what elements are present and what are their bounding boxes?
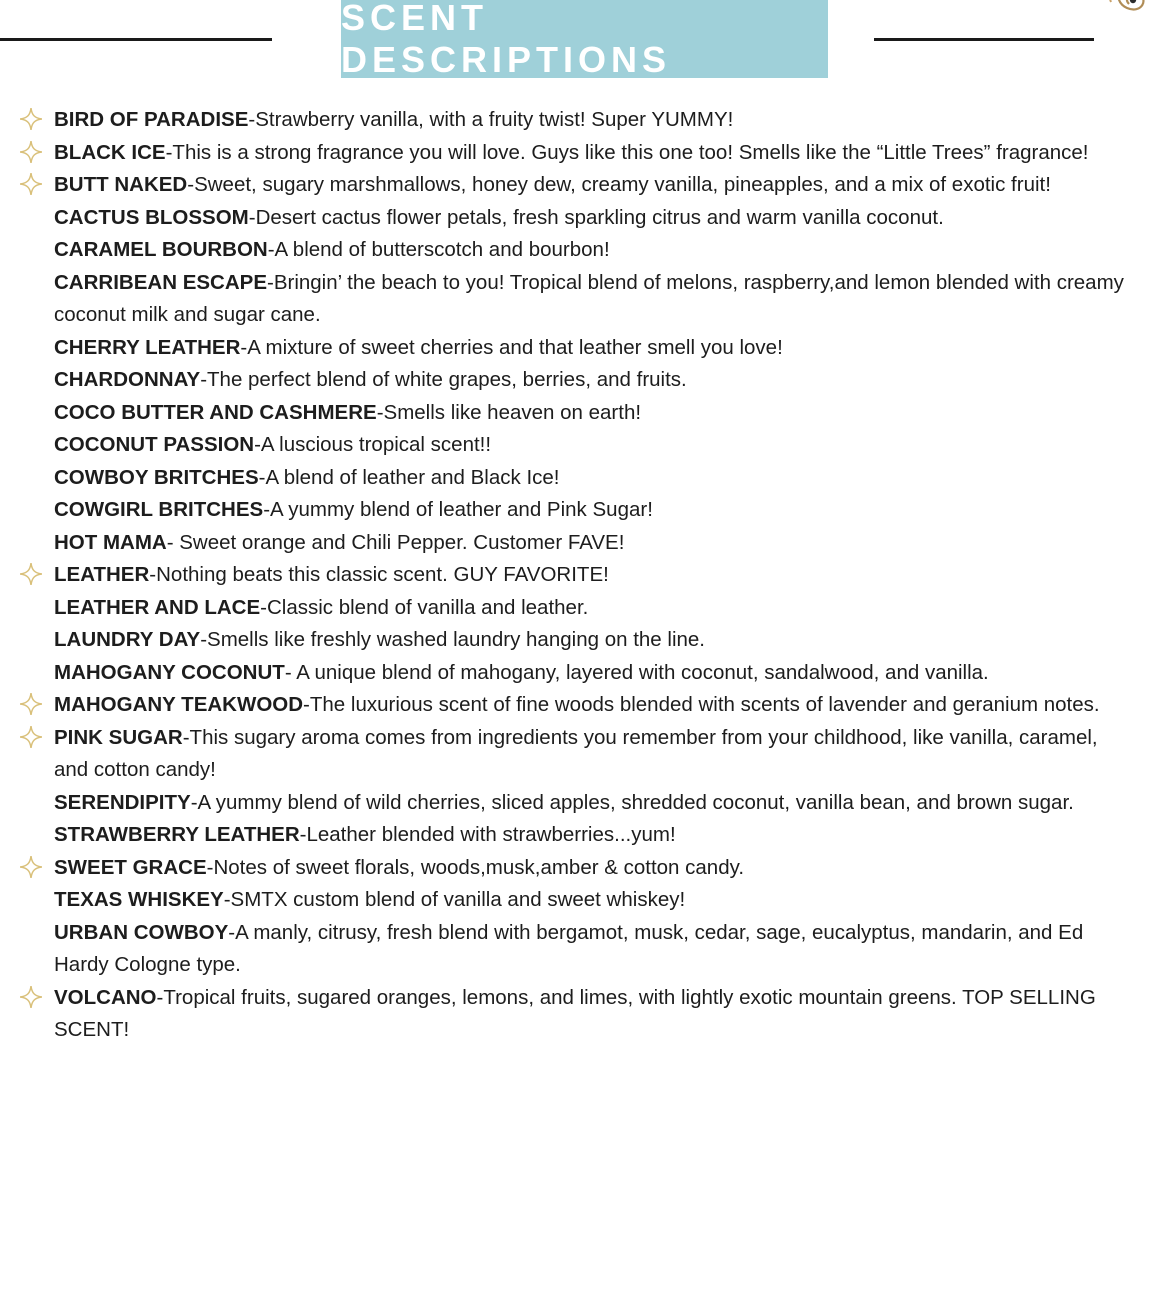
scent-name: COWGIRL BRITCHES <box>54 498 264 521</box>
scent-name: HOT MAMA <box>54 530 167 554</box>
scent-description: - Sweet orange and Chili Pepper. Customer FAVE! <box>166 530 625 554</box>
list-item <box>14 819 1131 852</box>
scent-list <box>0 104 1169 1047</box>
header-rule-left <box>0 38 272 41</box>
scent-name: VOLCANO <box>54 985 157 1009</box>
list-item <box>14 494 1131 527</box>
list-item <box>14 332 1131 365</box>
list-item <box>14 689 1131 722</box>
scent-name: CACTUS BLOSSOM <box>54 205 249 229</box>
list-item <box>14 657 1131 690</box>
scent-description: -A mixture of sweet cherries and that leather smell you love! <box>240 335 783 359</box>
scent-description: -The luxurious scent of fine woods blended with scents of lavender and geranium notes. <box>303 693 1100 716</box>
list-item <box>14 592 1131 625</box>
list-item <box>14 137 1131 170</box>
scent-name: PINK SUGAR <box>54 725 183 749</box>
scent-name: COCO BUTTER AND CASHMERE <box>54 400 377 424</box>
header-rule-right <box>874 38 1094 41</box>
list-item <box>14 462 1131 495</box>
scent-description: -A blend of butterscotch and bourbon! <box>267 238 610 261</box>
four-point-sparkle-icon <box>20 693 42 715</box>
page-header <box>0 0 1169 78</box>
scent-name: LAUNDRY DAY <box>54 628 201 651</box>
scent-name: MAHOGANY COCONUT <box>54 660 285 684</box>
scent-name: SERENDIPITY <box>54 790 191 814</box>
swirl-flourish-logo-icon <box>999 0 1169 22</box>
scent-name: LEATHER AND LACE <box>54 595 261 619</box>
scent-description: -Leather blended with strawberries...yum! <box>299 823 676 846</box>
scent-name: BUTT NAKED <box>54 173 188 196</box>
scent-description: -Strawberry vanilla, with a fruity twist! Super YUMMY! <box>248 108 734 131</box>
list-item <box>14 559 1131 592</box>
list-item <box>14 884 1131 917</box>
list-item <box>14 364 1131 397</box>
scent-name: CHARDONNAY <box>54 368 201 391</box>
scent-description: -Smells like heaven on earth! <box>376 400 642 424</box>
list-item <box>14 852 1131 885</box>
scent-name: TEXAS WHISKEY <box>54 888 224 911</box>
list-item <box>14 234 1131 267</box>
scent-description: -Bringin’ the beach to you! Tropical blend of melons, raspberry,and lemon blended with creamy coconut milk and sugar cane. <box>54 270 1124 326</box>
list-item <box>14 722 1131 787</box>
scent-description: - A unique blend of mahogany, layered with coconut, sandalwood, and vanilla. <box>284 660 989 684</box>
four-point-sparkle-icon <box>20 726 42 748</box>
page-title: SCENT DESCRIPTIONS <box>341 0 672 80</box>
scent-description: -Smells like freshly washed laundry hanging on the line. <box>200 628 705 651</box>
list-item <box>14 787 1131 820</box>
scent-name: COWBOY BRITCHES <box>54 465 259 489</box>
scent-name: BLACK ICE <box>54 140 166 164</box>
four-point-sparkle-icon <box>20 108 42 130</box>
scent-description: -A luscious tropical scent!! <box>254 433 492 456</box>
scent-description: -Notes of sweet florals, woods,musk,amber & cotton candy. <box>206 855 745 879</box>
scent-description: -Nothing beats this classic scent. GUY FAVORITE! <box>149 563 609 586</box>
scent-description: -SMTX custom blend of vanilla and sweet whiskey! <box>223 888 686 911</box>
four-point-sparkle-icon <box>20 563 42 585</box>
scent-description: -The perfect blend of white grapes, berries, and fruits. <box>200 368 687 391</box>
four-point-sparkle-icon <box>20 856 42 878</box>
list-item <box>14 624 1131 657</box>
list-item <box>14 982 1131 1047</box>
scent-name: CARAMEL BOURBON <box>54 238 268 261</box>
scent-description: -A yummy blend of leather and Pink Sugar! <box>263 498 653 521</box>
four-point-sparkle-icon <box>20 173 42 195</box>
list-item <box>14 169 1131 202</box>
scent-name: MAHOGANY TEAKWOOD <box>54 693 304 716</box>
list-item <box>14 429 1131 462</box>
list-item <box>14 267 1131 332</box>
scent-description: -A blend of leather and Black Ice! <box>258 465 560 489</box>
scent-name: STRAWBERRY LEATHER <box>54 823 300 846</box>
list-item <box>14 917 1131 982</box>
scent-name: BIRD OF PARADISE <box>54 108 249 131</box>
scent-description: -Tropical fruits, sugared oranges, lemons, and limes, with lightly exotic mountain greens. TOP SELLING SCENT! <box>54 985 1096 1041</box>
scent-description: -A manly, citrusy, fresh blend with bergamot, musk, cedar, sage, eucalyptus, mandarin, and Ed Hardy Cologne type. <box>54 920 1084 976</box>
list-item <box>14 397 1131 430</box>
scent-name: CARRIBEAN ESCAPE <box>54 270 267 294</box>
list-item <box>14 527 1131 560</box>
list-item <box>14 104 1131 137</box>
scent-description: -A yummy blend of wild cherries, sliced apples, shredded coconut, vanilla bean, and brown sugar. <box>190 790 1074 814</box>
scent-description: -Desert cactus flower petals, fresh sparkling citrus and warm vanilla coconut. <box>248 205 944 229</box>
scent-description: -This is a strong fragrance you will love. Guys like this one too! Smells like the “Little Trees” fragrance! <box>165 140 1089 164</box>
scent-name: SWEET GRACE <box>54 855 207 879</box>
scent-name: CHERRY LEATHER <box>54 335 241 359</box>
scent-name: URBAN COWBOY <box>54 920 229 944</box>
scent-description: -This sugary aroma comes from ingredients you remember from your childhood, like vanilla, caramel, and cotton candy! <box>54 725 1098 781</box>
page-title-banner <box>341 0 828 78</box>
scent-name: COCONUT PASSION <box>54 433 255 456</box>
four-point-sparkle-icon <box>20 141 42 163</box>
scent-description: -Classic blend of vanilla and leather. <box>260 595 589 619</box>
scent-description: -Sweet, sugary marshmallows, honey dew, creamy vanilla, pineapples, and a mix of exotic fruit! <box>187 173 1051 196</box>
scent-name: LEATHER <box>54 563 150 586</box>
four-point-sparkle-icon <box>20 986 42 1008</box>
list-item <box>14 202 1131 235</box>
